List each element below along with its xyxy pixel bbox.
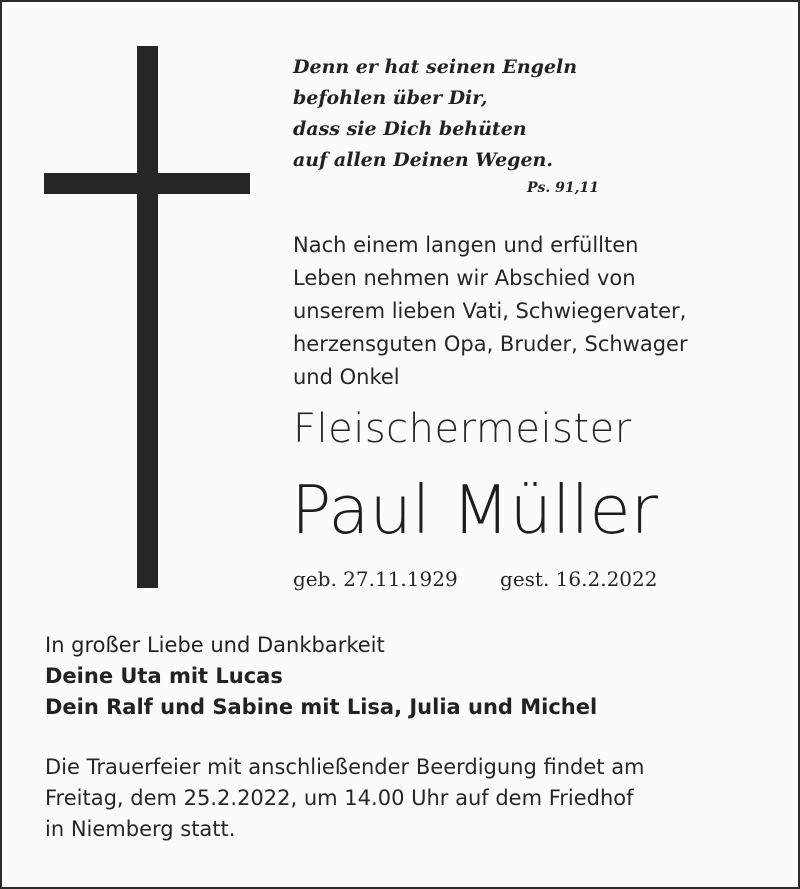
funeral-info-line: Die Trauerfeier mit anschließender Beerdigung findet am [45,755,645,779]
mourners-intro: In großer Liebe und Dankbarkeit [45,633,385,657]
mourner-name: Dein Ralf und Sabine mit Lisa, Julia und Michel [45,695,598,719]
life-dates [293,564,657,594]
birth-date: geb. 27.11.1929 [293,567,458,591]
funeral-info-line: Freitag, dem 25.2.2022, um 14.00 Uhr auf dem Friedhof [45,786,634,810]
farewell-line: herzensguten Opa, Bruder, Schwager [293,332,688,356]
funeral-info-line: in Niemberg statt. [45,817,236,841]
farewell-line: Nach einem langen und erfüllten [293,233,639,257]
verse-line: Denn er hat seinen Engeln [293,56,578,78]
cross-vertical-bar [137,46,158,588]
farewell-text [293,229,793,394]
verse-line: dass sie Dich behüten [293,118,527,140]
funeral-info [45,752,785,845]
deceased-profession: Fleischermeister [293,406,632,452]
bible-verse [293,52,613,176]
farewell-line: unserem lieben Vati, Schwiegervater, [293,299,687,323]
mourner-name: Deine Uta mit Lucas [45,664,283,688]
verse-line: auf allen Deinen Wegen. [293,149,553,171]
deceased-name: Paul Müller [291,471,659,549]
verse-reference: Ps. 91,11 [527,180,599,196]
farewell-line: Leben nehmen wir Abschied von [293,266,636,290]
mourners-block [45,630,785,723]
verse-line: befohlen über Dir, [293,87,488,109]
cross-horizontal-bar [44,173,250,194]
farewell-line: und Onkel [293,365,400,389]
death-date: gest. 16.2.2022 [500,567,658,591]
